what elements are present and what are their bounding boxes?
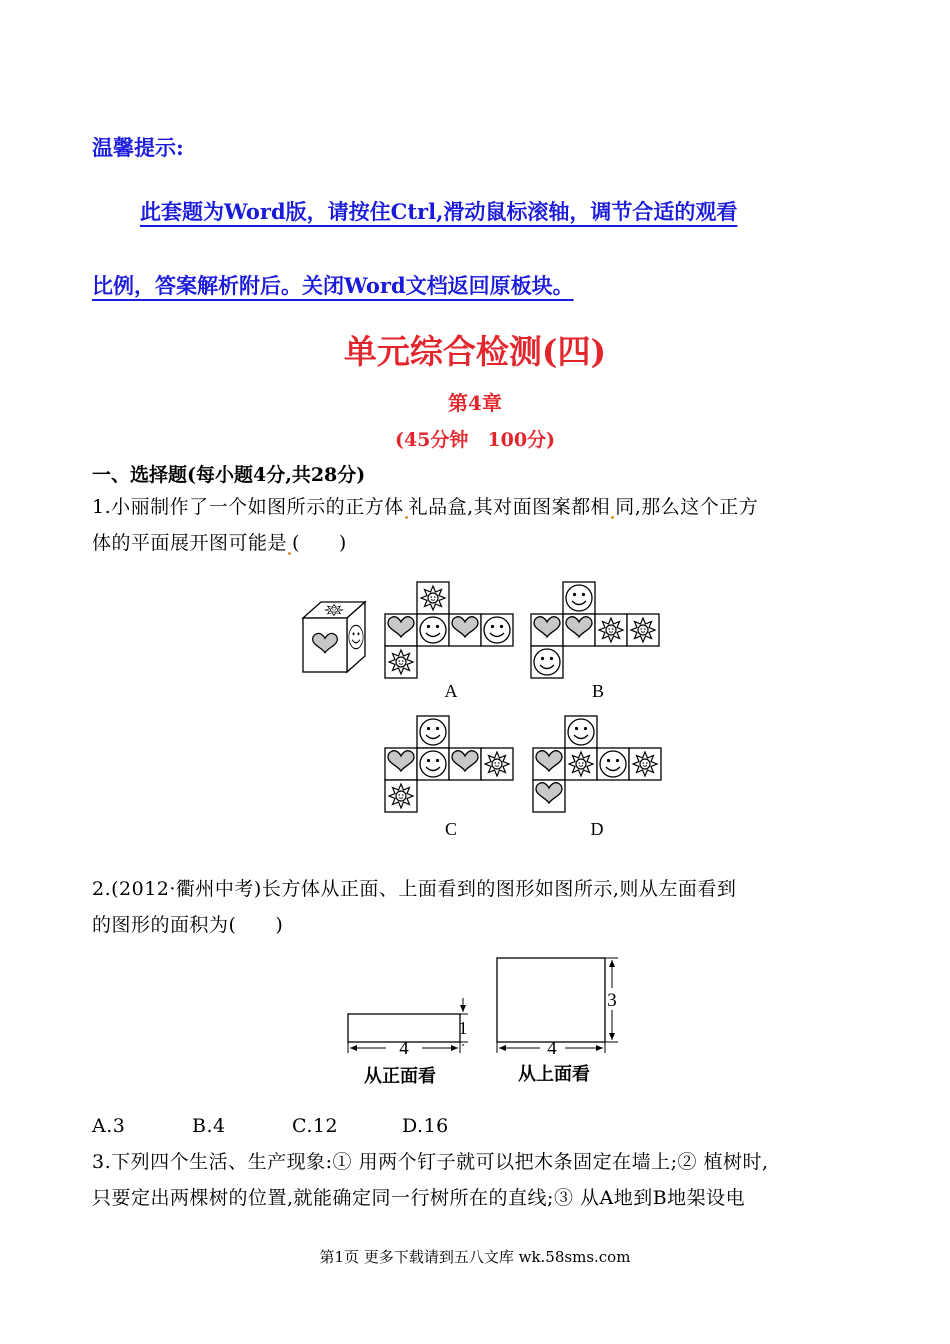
front-width-dim: 4 — [399, 1038, 409, 1059]
front-view-caption: 从正面看 — [364, 1066, 436, 1087]
question-1-line-1 — [92, 491, 758, 524]
answer-bracket: ( ) — [292, 532, 347, 554]
page-footer: 第1页 更多下载请到五八文库 wk.58sms.com — [319, 1248, 631, 1266]
front-height-dim: 1 — [458, 1018, 468, 1038]
option-d: D.16 — [402, 1115, 449, 1137]
mark-dot — [405, 516, 408, 519]
option-b: B.4 — [192, 1115, 226, 1137]
net-c-label: C — [444, 819, 458, 839]
top-height-dim: 3 — [607, 990, 617, 1011]
net-b-label: B — [591, 681, 605, 701]
top-width-dim: 4 — [547, 1038, 557, 1059]
net-a-label: A — [444, 681, 458, 701]
option-c: C.12 — [292, 1115, 339, 1137]
question-2-line-2: 的图形的面积为( ) — [92, 914, 284, 936]
section-heading: 一、选择题(每小题4分,共28分) — [92, 464, 366, 486]
question-1-text-c: 同,那么这个正方 — [615, 496, 759, 518]
top-view-rect — [497, 958, 605, 1042]
net-d-label: D — [590, 819, 604, 839]
question-1-text-b: 礼品盒,其对面图案都相 — [408, 496, 611, 518]
top-view-caption: 从上面看 — [518, 1064, 590, 1085]
chapter-label: 第4章 — [448, 391, 502, 415]
question-1-text-d: 体的平面展开图可能是 — [92, 532, 288, 554]
tip-line-1: 此套题为Word版，请按住Ctrl,滑动鼠标滚轴，调节合适的观看 — [140, 199, 738, 224]
mark-dot — [288, 552, 291, 555]
question-1-text-a: 1.小丽制作了一个如图所示的正方体 — [92, 496, 404, 518]
question-3-line-2: 只要定出两棵树的位置,就能确定同一行树所在的直线;③ 从A地到B地架设电 — [92, 1187, 746, 1209]
time-score-label: (45分钟 100分) — [394, 429, 556, 451]
question-3-line-1: 3.下列四个生活、生产现象:① 用两个钉子就可以把木条固定在墙上;② 植树时, — [92, 1151, 769, 1173]
tip-title: 温馨提示: — [92, 135, 184, 160]
tip-line-2: 比例，答案解析附后。关闭Word文档返回原板块。 — [92, 273, 574, 298]
question-2-line-1: 2.(2012·衢州中考)长方体从正面、上面看到的图形如图所示,则从左面看到 — [92, 878, 737, 900]
mark-dot — [611, 516, 614, 519]
cuboid-views-figure — [330, 950, 630, 1090]
gift-cube — [303, 602, 365, 672]
page-title: 单元综合检测(四) — [343, 332, 607, 371]
cube-nets-figure — [295, 570, 675, 845]
option-a: A.3 — [92, 1115, 126, 1137]
question-1-line-2 — [92, 527, 347, 560]
